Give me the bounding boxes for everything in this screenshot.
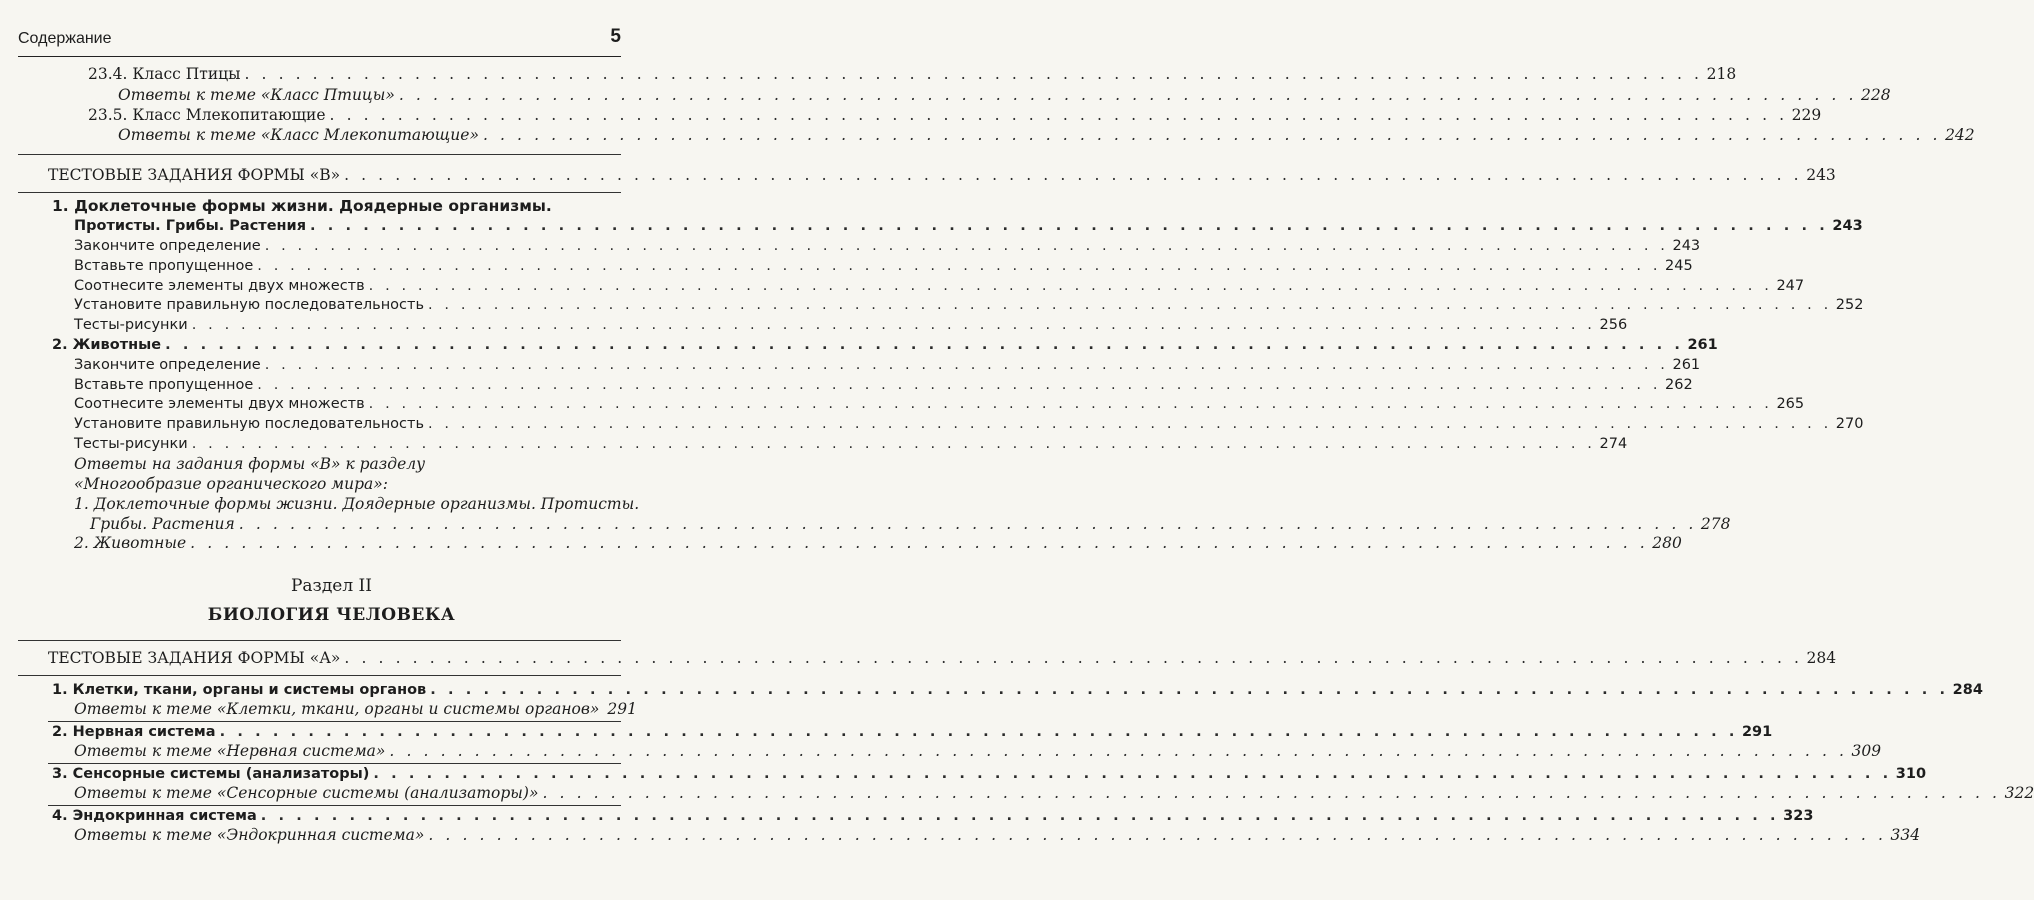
section-title: БИОЛОГИЯ ЧЕЛОВЕКА <box>207 605 456 625</box>
toc-entry-b1-title-line1: 1. Доклеточные формы жизни. Доядерные организмы. <box>52 197 552 215</box>
running-header <box>18 26 621 57</box>
divider <box>18 154 621 155</box>
divider <box>18 192 621 193</box>
toc-entry-a1[interactable]: 1. Клетки, ткани, органы и системы органов . . . . . . . . . . . . . . . . . . . . . . . . . . . . . . . . . . . . . . . . . . . . . . . . . . . . . . . . . . . . . . . . . . . . . . . . . . . . . . . . . . . . . . 284 <box>52 682 1983 698</box>
toc-subentry-b2-2[interactable]: Вставьте пропущенное . . . . . . . . . . . . . . . . . . . . . . . . . . . . . . . . . . . . . . . . . . . . . . . . . . . . . . . . . . . . . . . . . . . . . . . . . . . . . . . . . . . . . . 262 <box>74 377 1693 393</box>
toc-entry-b1[interactable]: Протисты. Грибы. Растения . . . . . . . . . . . . . . . . . . . . . . . . . . . . . . . . . . . . . . . . . . . . . . . . . . . . . . . . . . . . . . . . . . . . . . . . . . . . . . . . . . . . . . 243 <box>74 218 1863 234</box>
toc-entry-a3-answers[interactable]: Ответы к теме «Сенсорные системы (анализаторы)» . . . . . . . . . . . . . . . . . . . . . . . . . . . . . . . . . . . . . . . . . . . . . . . . . . . . . . . . . . . . . . . . . . . . . . . . . . . . . . . . . . . . . . 322 <box>74 784 2034 802</box>
toc-entry-b-answers-sub1[interactable]: Грибы. Растения . . . . . . . . . . . . . . . . . . . . . . . . . . . . . . . . . . . . . . . . . . . . . . . . . . . . . . . . . . . . . . . . . . . . . . . . . . . . . . . . . . . . . . 278 <box>90 515 1731 533</box>
toc-entry-test-form-b[interactable]: ТЕСТОВЫЕ ЗАДАНИЯ ФОРМЫ «В» . . . . . . . . . . . . . . . . . . . . . . . . . . . . . . . . . . . . . . . . . . . . . . . . . . . . . . . . . . . . . . . . . . . . . . . . . . . . . . . . . . . . . . 243 <box>48 166 1836 184</box>
toc-entry-b-answers-sub1-line1: 1. Доклеточные формы жизни. Доядерные организмы. Протисты. <box>74 495 640 513</box>
toc-entry-a1-answers[interactable]: Ответы к теме «Клетки, ткани, органы и системы органов» 291 <box>74 700 637 718</box>
toc-subentry-b1-2[interactable]: Вставьте пропущенное . . . . . . . . . . . . . . . . . . . . . . . . . . . . . . . . . . . . . . . . . . . . . . . . . . . . . . . . . . . . . . . . . . . . . . . . . . . . . . . . . . . . . . 245 <box>74 258 1693 274</box>
toc-entry-birds-answers[interactable]: Ответы к теме «Класс Птицы» . . . . . . . . . . . . . . . . . . . . . . . . . . . . . . . . . . . . . . . . . . . . . . . . . . . . . . . . . . . . . . . . . . . . . . . . . . . . . . . . . . . . . . 228 <box>118 86 1891 104</box>
toc-subentry-b1-3[interactable]: Соотнесите элементы двух множеств . . . . . . . . . . . . . . . . . . . . . . . . . . . . . . . . . . . . . . . . . . . . . . . . . . . . . . . . . . . . . . . . . . . . . . . . . . . . . . . . . . . . . . 247 <box>74 278 1805 294</box>
toc-entry-b2[interactable]: 2. Животные . . . . . . . . . . . . . . . . . . . . . . . . . . . . . . . . . . . . . . . . . . . . . . . . . . . . . . . . . . . . . . . . . . . . . . . . . . . . . . . . . . . . . . 261 <box>52 337 1718 353</box>
divider <box>48 721 621 722</box>
section-label: Раздел II <box>290 576 372 596</box>
toc-subentry-b1-1[interactable]: Закончите определение . . . . . . . . . . . . . . . . . . . . . . . . . . . . . . . . . . . . . . . . . . . . . . . . . . . . . . . . . . . . . . . . . . . . . . . . . . . . . . . . . . . . . . 243 <box>74 238 1701 254</box>
toc-entry-a2[interactable]: 2. Нервная система . . . . . . . . . . . . . . . . . . . . . . . . . . . . . . . . . . . . . . . . . . . . . . . . . . . . . . . . . . . . . . . . . . . . . . . . . . . . . . . . . . . . . . 291 <box>52 724 1773 740</box>
toc-entry-mammals[interactable]: 23.5. Класс Млекопитающие . . . . . . . . . . . . . . . . . . . . . . . . . . . . . . . . . . . . . . . . . . . . . . . . . . . . . . . . . . . . . . . . . . . . . . . . . . . . . . . . . . . . . . 229 <box>88 106 1822 124</box>
toc-subentry-b2-3[interactable]: Соотнесите элементы двух множеств . . . . . . . . . . . . . . . . . . . . . . . . . . . . . . . . . . . . . . . . . . . . . . . . . . . . . . . . . . . . . . . . . . . . . . . . . . . . . . . . . . . . . . 265 <box>74 396 1805 412</box>
divider <box>48 805 621 806</box>
toc-entry-b-answers-line2: «Многообразие органического мира»: <box>74 475 388 493</box>
divider <box>18 675 621 676</box>
toc-entry-b-answers-sub2[interactable]: 2. Животные . . . . . . . . . . . . . . . . . . . . . . . . . . . . . . . . . . . . . . . . . . . . . . . . . . . . . . . . . . . . . . . . . . . . . . . . . . . . . . . . . . . . . . 280 <box>74 534 1682 552</box>
divider <box>18 640 621 641</box>
toc-entry-b-answers-line1: Ответы на задания формы «В» к разделу <box>74 455 426 473</box>
toc-entry-birds[interactable]: 23.4. Класс Птицы . . . . . . . . . . . . . . . . . . . . . . . . . . . . . . . . . . . . . . . . . . . . . . . . . . . . . . . . . . . . . . . . . . . . . . . . . . . . . . . . . . . . . . 218 <box>88 65 1737 83</box>
toc-entry-a4[interactable]: 4. Эндокринная система . . . . . . . . . . . . . . . . . . . . . . . . . . . . . . . . . . . . . . . . . . . . . . . . . . . . . . . . . . . . . . . . . . . . . . . . . . . . . . . . . . . . . . 323 <box>52 808 1814 824</box>
toc-subentry-b1-4[interactable]: Установите правильную последовательность . . . . . . . . . . . . . . . . . . . . . . . . . . . . . . . . . . . . . . . . . . . . . . . . . . . . . . . . . . . . . . . . . . . . . . . . . . . . . . . . . . . . . . 252 <box>74 297 1864 313</box>
toc-subentry-b2-1[interactable]: Закончите определение . . . . . . . . . . . . . . . . . . . . . . . . . . . . . . . . . . . . . . . . . . . . . . . . . . . . . . . . . . . . . . . . . . . . . . . . . . . . . . . . . . . . . . 261 <box>74 357 1701 373</box>
toc-subentry-b2-5[interactable]: Тесты-рисунки . . . . . . . . . . . . . . . . . . . . . . . . . . . . . . . . . . . . . . . . . . . . . . . . . . . . . . . . . . . . . . . . . . . . . . . . . . . . . . . . . . . . . . 274 <box>74 436 1628 452</box>
toc-entry-a3[interactable]: 3. Сенсорные системы (анализаторы) . . . . . . . . . . . . . . . . . . . . . . . . . . . . . . . . . . . . . . . . . . . . . . . . . . . . . . . . . . . . . . . . . . . . . . . . . . . . . . . . . . . . . . 310 <box>52 766 1927 782</box>
toc-subentry-b1-5[interactable]: Тесты-рисунки . . . . . . . . . . . . . . . . . . . . . . . . . . . . . . . . . . . . . . . . . . . . . . . . . . . . . . . . . . . . . . . . . . . . . . . . . . . . . . . . . . . . . . 256 <box>74 317 1628 333</box>
page-number: 5 <box>610 26 621 47</box>
toc-entry-mammals-answers[interactable]: Ответы к теме «Класс Млекопитающие» . . . . . . . . . . . . . . . . . . . . . . . . . . . . . . . . . . . . . . . . . . . . . . . . . . . . . . . . . . . . . . . . . . . . . . . . . . . . . . . . . . . . . . 242 <box>118 126 1975 144</box>
toc-entry-a4-answers[interactable]: Ответы к теме «Эндокринная система» . . . . . . . . . . . . . . . . . . . . . . . . . . . . . . . . . . . . . . . . . . . . . . . . . . . . . . . . . . . . . . . . . . . . . . . . . . . . . . . . . . . . . . 334 <box>74 826 1921 844</box>
toc-entry-test-form-a[interactable]: ТЕСТОВЫЕ ЗАДАНИЯ ФОРМЫ «А» . . . . . . . . . . . . . . . . . . . . . . . . . . . . . . . . . . . . . . . . . . . . . . . . . . . . . . . . . . . . . . . . . . . . . . . . . . . . . . . . . . . . . . 284 <box>48 649 1837 667</box>
toc-entry-a2-answers[interactable]: Ответы к теме «Нервная система» . . . . . . . . . . . . . . . . . . . . . . . . . . . . . . . . . . . . . . . . . . . . . . . . . . . . . . . . . . . . . . . . . . . . . . . . . . . . . . . . . . . . . . 309 <box>74 742 1882 760</box>
toc-subentry-b2-4[interactable]: Установите правильную последовательность . . . . . . . . . . . . . . . . . . . . . . . . . . . . . . . . . . . . . . . . . . . . . . . . . . . . . . . . . . . . . . . . . . . . . . . . . . . . . . . . . . . . . . 270 <box>74 416 1864 432</box>
divider <box>48 763 621 764</box>
running-title: Содержание <box>18 30 112 47</box>
